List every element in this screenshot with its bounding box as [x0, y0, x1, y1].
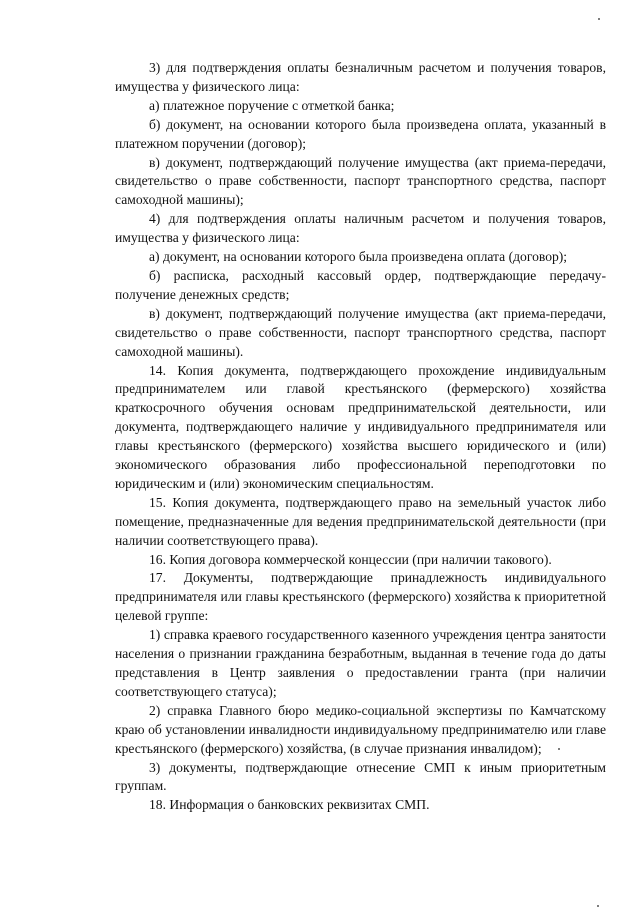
section-17: 17. Документы, подтверждающие принадлежность индивидуального предпринимателя или главы крестьянского (фермерского) хозяйства к приоритетной целевой группе: [115, 570, 606, 624]
section-17-item-1: 1) справка краевого государственного казенного учреждения центра занятости населения о признании гражданина безработным, выданная в течение года до даты представления в Центр заявления о предоставлении гранта (при наличии соответствующего статуса); [115, 627, 606, 699]
item-4a: а) документ, на основании которого была произведена оплата (договор); [149, 249, 568, 265]
section-17-item-2: 2) справка Главного бюро медико-социальной экспертизы по Камчатскому краю об установлении инвалидности индивидуальному предпринимателю или главе крестьянского (фермерского) хозяйства, (в случае признания инвалидом); [115, 702, 606, 756]
item-4-header: 4) для подтверждения оплаты наличным расчетом и получения товаров, имущества у физического лица: [115, 211, 606, 246]
section-14: 14. Копия документа, подтверждающего прохождение индивидуальным предпринимателем или главой крестьянского (фермерского) хозяйства краткосрочного обучения основам предпринимательской деятельности, или документа, подтверждающего наличие у индивидуального предпринимателя или главы крестьянского (фермерского) хозяйства высшего юридического и (или) экономического образования либо профессиональной переподготовки по юридическим и (или) экономическим специальностям. [115, 362, 606, 491]
section-18: 18. Информация о банковских реквизитах СМП. [149, 797, 430, 813]
item-3c: в) документ, подтверждающий получение имущества (акт приема-передачи, свидетельство о праве собственности, паспорт транспортного средства, паспорт самоходной машины); [115, 154, 606, 208]
item-3-header: 3) для подтверждения оплаты безналичным расчетом и получения товаров, имущества у физического лица: [115, 60, 606, 94]
scan-speck [558, 748, 560, 750]
section-15: 15. Копия документа, подтверждающего право на земельный участок либо помещение, предназначенные для ведения предпринимательской деятельности (при наличии соответствующего права). [115, 494, 606, 548]
item-4b: б) расписка, расходный кассовый ордер, подтверждающие передачу-получение денежных средств; [115, 267, 606, 302]
scan-speck [598, 18, 600, 20]
section-16: 16. Копия договора коммерческой концессии (при наличии такового). [149, 551, 552, 567]
section-17-item-3: 3) документы, подтверждающие отнесение СМП к иным приоритетным группам. [115, 759, 606, 794]
item-3b: б) документ, на основании которого была произведена оплата, указанный в платежном поручении (договор); [115, 116, 606, 151]
item-3a: а) платежное поручение с отметкой банка; [149, 97, 395, 113]
item-4c: в) документ, подтверждающий получение имущества (акт приема-передачи, свидетельство о праве собственности, паспорт транспортного средства, паспорт самоходной машины). [115, 305, 606, 359]
